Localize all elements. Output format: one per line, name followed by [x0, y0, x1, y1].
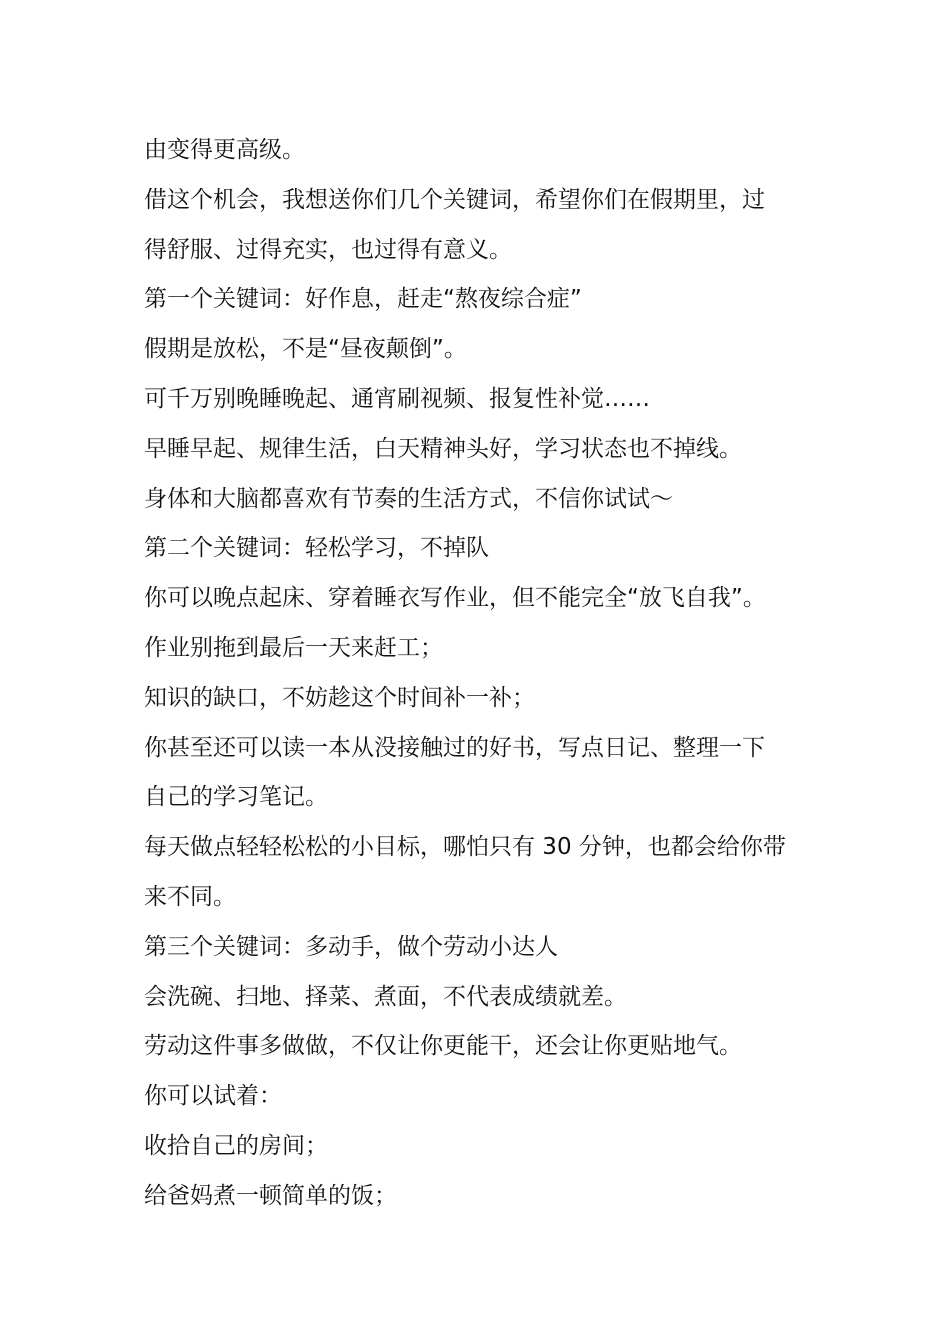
text-line: 你甚至还可以读一本从没接触过的好书，写点日记、整理一下 [144, 734, 765, 761]
text-line: 得舒服、过得充实，也过得有意义。 [144, 236, 512, 263]
text-line: 来不同。 [144, 883, 236, 910]
text-line: 会洗碗、扫地、择菜、煮面，不代表成绩就差。 [144, 983, 627, 1010]
text-line: 身体和大脑都喜欢有节奏的生活方式，不信你试试～ [144, 485, 673, 512]
text-line: 你可以晚点起床、穿着睡衣写作业，但不能完全“放飞自我”。 [144, 585, 766, 612]
text-line: 给爸妈煮一顿简单的饭； [144, 1182, 397, 1209]
section-heading: 第三个关键词：多动手，做个劳动小达人 [144, 933, 558, 960]
text-line: 自己的学习笔记。 [144, 784, 328, 811]
text-line: 每天做点轻轻松松的小目标，哪怕只有 30 分钟，也都会给你带 [144, 834, 786, 861]
text-line: 由变得更高级。 [144, 137, 305, 163]
section-heading: 第二个关键词：轻松学习，不掉队 [144, 535, 489, 562]
document-body [144, 126, 816, 1222]
section-heading: 第一个关键词：好作息，赶走“熬夜综合症” [144, 286, 582, 313]
text-line: 劳动这件事多做做，不仅让你更能干，还会让你更贴地气。 [144, 1033, 742, 1060]
text-line: 假期是放松，不是“昼夜颠倒”。 [144, 336, 467, 363]
text-line: 可千万别晚睡晚起、通宵刷视频、报复性补觉…… [144, 385, 650, 412]
text-line: 知识的缺口，不妨趁这个时间补一补； [144, 684, 535, 711]
text-line: 借这个机会，我想送你们几个关键词，希望你们在假期里，过 [144, 186, 765, 213]
text-line: 早睡早起、规律生活，白天精神头好，学习状态也不掉线。 [144, 435, 742, 462]
text-line: 作业别拖到最后一天来赶工； [144, 634, 443, 661]
text-line: 收拾自己的房间； [144, 1132, 328, 1159]
text-line: 你可以试着： [144, 1083, 282, 1110]
